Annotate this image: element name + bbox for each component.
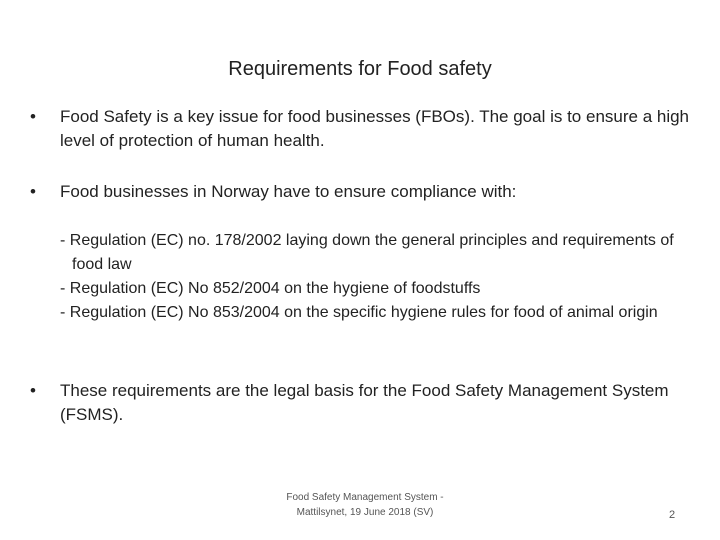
slide-title: Requirements for Food safety (228, 58, 492, 80)
footer (250, 490, 480, 520)
regulation-item: - Regulation (EC) no. 178/2002 laying down the general principles and requirements of food law (60, 232, 674, 273)
bullet-text: These requirements are the legal basis for the Food Safety Management System (FSMS). (60, 381, 669, 424)
bullet-marker: • (30, 107, 36, 126)
bullet-text: Food businesses in Norway have to ensure compliance with: (60, 182, 517, 201)
bullet-marker: • (30, 182, 36, 201)
regulation-list (60, 229, 680, 325)
bullet-marker: • (30, 381, 36, 400)
footer-line: Food Safety Management System - (286, 492, 444, 503)
bullet-text: Food Safety is a key issue for food businesses (FBOs). The goal is to ensure a high level of protection of human health. (60, 107, 690, 150)
page-number: 2 (668, 509, 676, 521)
bullet-food-safety (30, 105, 690, 153)
bullet-compliance (30, 180, 690, 204)
regulation-item: - Regulation (EC) No 852/2004 on the hygiene of foodstuffs (60, 280, 481, 297)
footer-line: Mattilsynet, 19 June 2018 (SV) (296, 507, 434, 518)
regulation-item: - Regulation (EC) No 853/2004 on the specific hygiene rules for food of animal origin (60, 304, 658, 321)
bullet-legal-basis (30, 379, 690, 427)
